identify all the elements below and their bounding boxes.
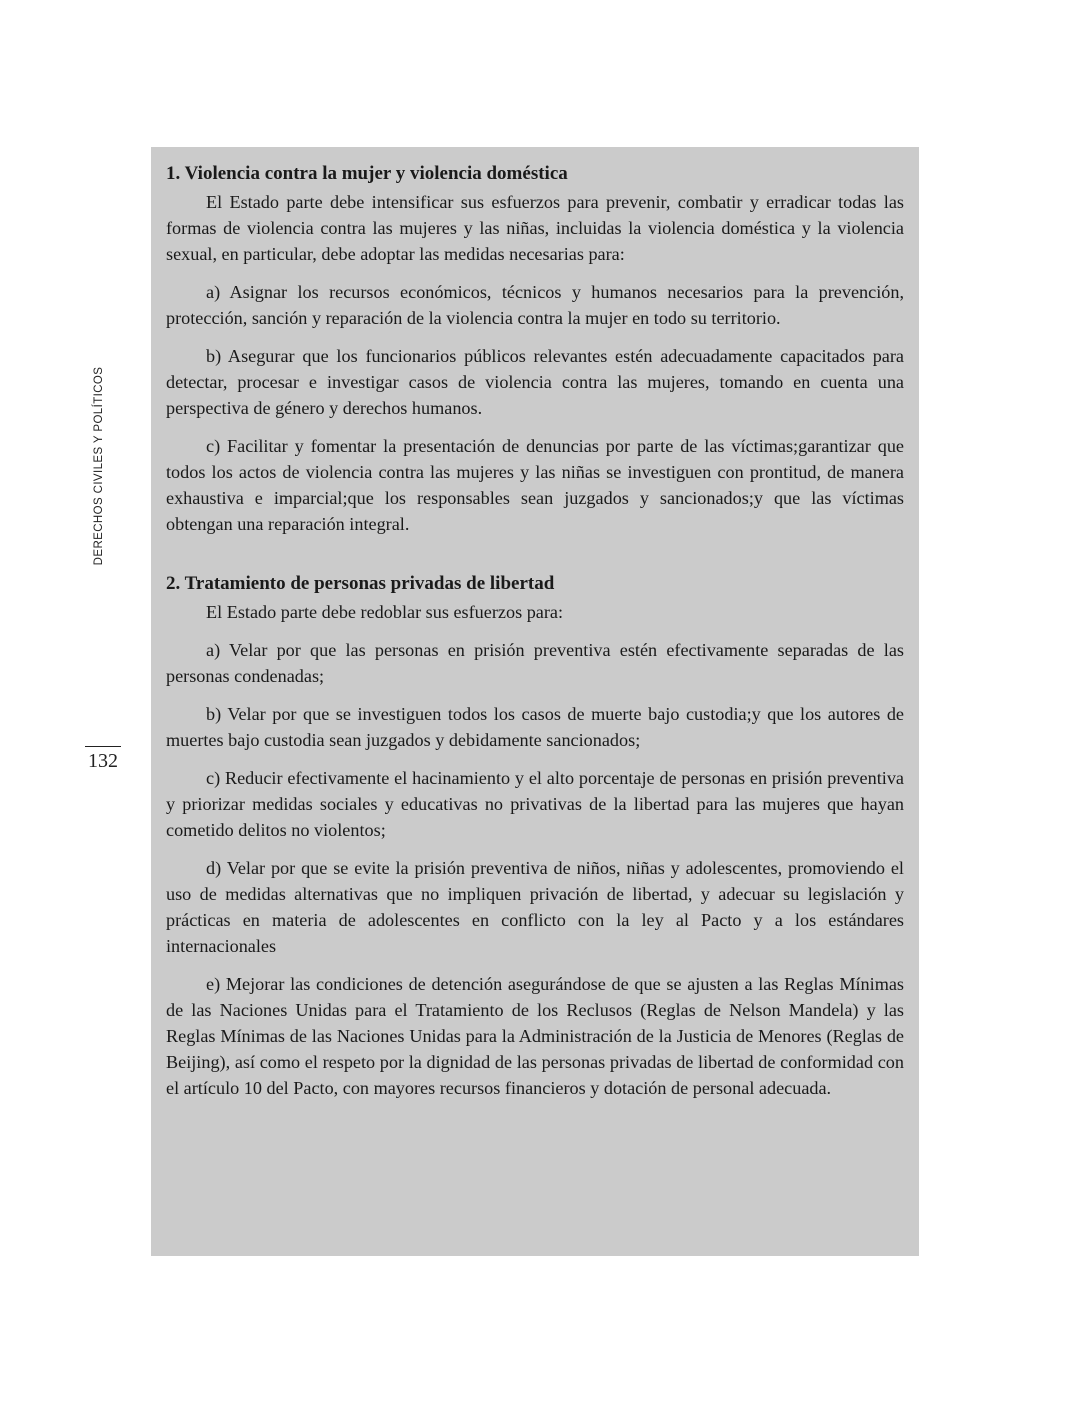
paragraph: a) Velar por que las personas en prisión preventiva estén efectivamente separadas de las personas condenadas; <box>166 640 904 686</box>
content-panel <box>151 147 919 1256</box>
page-number: 132 <box>88 750 118 772</box>
paragraph: c) Facilitar y fomentar la presentación de denuncias por parte de las víctimas;garantizar que todos los actos de violencia contra las mujeres y las niñas se investiguen con prontitud, de manera exhaustiva e imparcial;que los responsables sean juzgados y sancionados;y que las víctimas obtengan una reparación integral. <box>166 436 904 534</box>
section-title: 2. Tratamiento de personas privadas de libertad <box>166 573 555 594</box>
paragraph: El Estado parte debe intensificar sus esfuerzos para prevenir, combatir y erradicar todas las formas de violencia contra las mujeres y las niñas, incluidas la violencia doméstica y la violencia sexual, en particular, debe adoptar las medidas necesarias para: <box>166 192 904 264</box>
paragraph: b) Asegurar que los funcionarios públicos relevantes estén adecuadamente capacitados para detectar, procesar e investigar casos de violencia contra las mujeres, tomando en cuenta una perspectiva de género y derechos humanos. <box>166 346 904 418</box>
section-detention <box>166 571 904 1101</box>
section-violence <box>166 161 904 537</box>
paragraph: b) Velar por que se investiguen todos los casos de muerte bajo custodia;y que los autores de muertes bajo custodia sean juzgados y debidamente sancionados; <box>166 704 904 750</box>
paragraph: e) Mejorar las condiciones de detención asegurándose de que se ajusten a las Reglas Mínimas de las Naciones Unidas para el Tratamiento de los Reclusos (Reglas de Nelson Mandela) y las Reglas Mínimas de las Naciones Unidas para la Administración de la Justicia de Menores (Reglas de Beijing), así como el respeto por la dignidad de las personas privadas de libertad de conformidad con el artículo 10 del Pacto, con mayores recursos financieros y dotación de personal adecuada. <box>166 974 904 1098</box>
section-title: 1. Violencia contra la mujer y violencia doméstica <box>166 163 568 184</box>
paragraph: c) Reducir efectivamente el hacinamiento y el alto porcentaje de personas en prisión preventiva y priorizar medidas sociales y educativas no privativas de la libertad para las mujeres que hayan cometido delitos no violentos; <box>166 768 904 840</box>
paragraph: d) Velar por que se evite la prisión preventiva de niños, niñas y adolescentes, promoviendo el uso de medidas alternativas que no impliquen privación de libertad, y adecuar su legislación y prácticas en materia de adolescentes en conflicto con la ley al Pacto y a los estándares internacionales <box>166 858 904 956</box>
running-header-text: DERECHOS CIVILES Y POLÍTICOS <box>93 366 105 566</box>
page-number-rule <box>85 746 121 747</box>
paragraph: a) Asignar los recursos económicos, técnicos y humanos necesarios para la prevención, protección, sanción y reparación de la violencia contra la mujer en todo su territorio. <box>166 282 904 328</box>
paragraph: El Estado parte debe redoblar sus esfuerzos para: <box>206 602 564 622</box>
